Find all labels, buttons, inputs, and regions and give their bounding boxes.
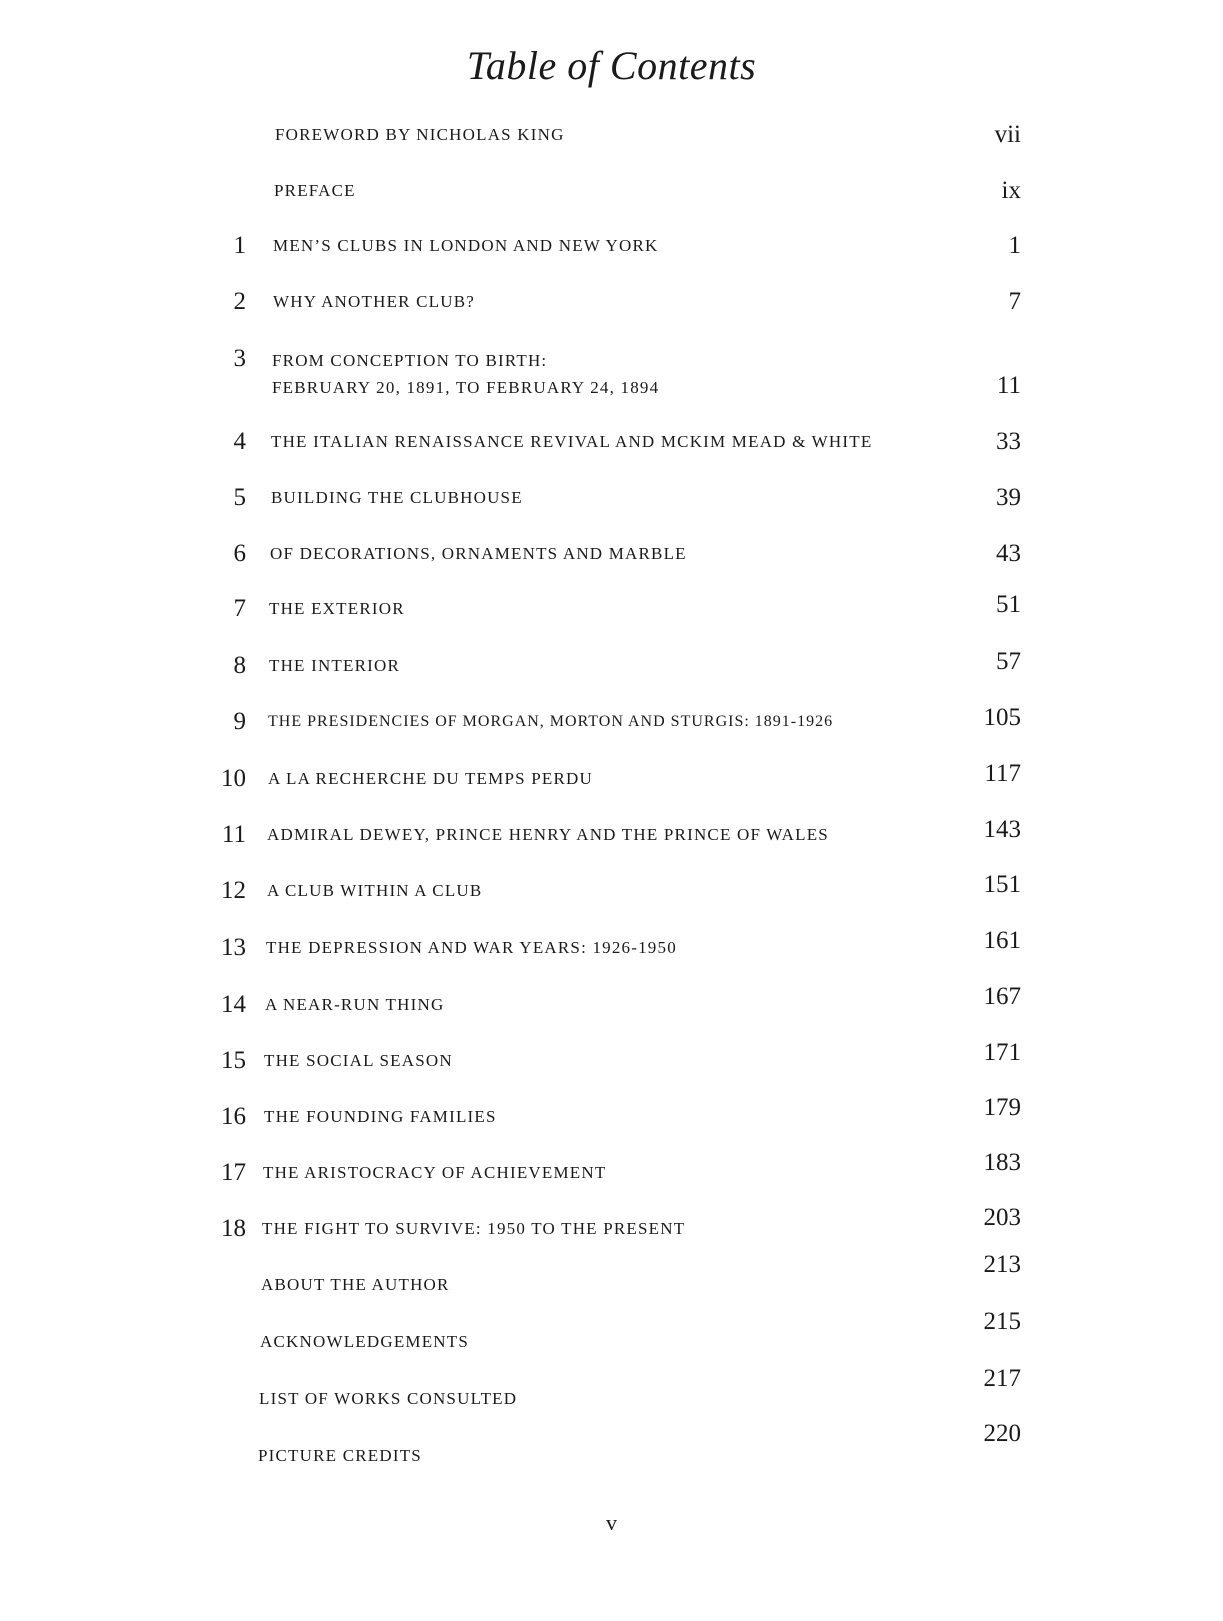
page-number: vii	[994, 121, 1021, 148]
toc-entry-chapter-17	[0, 1149, 1223, 1198]
toc-entry-chapter-6	[0, 539, 1223, 579]
page-number: 105	[983, 704, 1021, 731]
toc-entry-foreword	[0, 120, 1223, 160]
chapter-number: 16	[221, 1103, 246, 1130]
entry-title: THE EXTERIOR	[269, 599, 405, 618]
page-number: 11	[996, 372, 1021, 399]
chapter-number: 12	[221, 877, 246, 904]
chapter-number: 2	[233, 288, 246, 315]
toc-entry-chapter-10	[0, 760, 1223, 804]
entry-title: THE DEPRESSION AND WAR YEARS: 1926-1950	[266, 938, 677, 957]
page-number: 117	[984, 760, 1021, 787]
page-number: 213	[983, 1251, 1021, 1278]
page-folio: v	[606, 1510, 617, 1535]
chapter-number: 4	[233, 428, 246, 455]
page-number: 161	[983, 927, 1021, 954]
entry-title: ACKNOWLEDGEMENTS	[260, 1332, 470, 1351]
toc-entry-chapter-16	[0, 1094, 1223, 1142]
entry-title: THE FIGHT TO SURVIVE: 1950 TO THE PRESENT	[262, 1219, 686, 1238]
page-number: 43	[996, 540, 1021, 567]
entry-title: THE INTERIOR	[269, 656, 401, 675]
chapter-number: 11	[221, 821, 246, 848]
page-number: 217	[983, 1365, 1021, 1392]
page-number: 151	[983, 871, 1021, 898]
entry-title: THE FOUNDING FAMILIES	[264, 1107, 497, 1126]
entry-title: THE SOCIAL SEASON	[264, 1051, 453, 1070]
entry-title: THE ARISTOCRACY OF ACHIEVEMENT	[263, 1163, 607, 1182]
toc-entry-chapter-12	[0, 871, 1223, 916]
toc-entry-chapter-3	[0, 344, 1223, 404]
toc-entry-chapter-18	[0, 1204, 1223, 1254]
toc-entry-chapter-15	[0, 1039, 1223, 1086]
chapter-number: 18	[221, 1215, 246, 1242]
toc-entry-chapter-8	[0, 648, 1223, 691]
entry-title: MEN’S CLUBS IN LONDON AND NEW YORK	[273, 236, 659, 255]
toc-entry-about-author	[0, 1251, 1223, 1310]
entry-title: PREFACE	[274, 181, 356, 200]
toc-entry-picture-credits	[0, 1420, 1223, 1481]
page-number: 143	[983, 816, 1021, 843]
entry-title: OF DECORATIONS, ORNAMENTS AND MARBLE	[270, 544, 687, 563]
chapter-number: 13	[221, 934, 246, 961]
toc-entry-chapter-11	[0, 816, 1223, 860]
chapter-number: 6	[233, 540, 246, 567]
page-title: Table of Contents	[466, 43, 757, 88]
page-number: 171	[983, 1039, 1021, 1066]
entry-title: A LA RECHERCHE DU TEMPS PERDU	[268, 769, 593, 788]
toc-entry-chapter-4	[0, 427, 1223, 467]
toc-entry-chapter-2	[0, 287, 1223, 327]
page-number: 7	[1008, 288, 1021, 315]
entry-title: FOREWORD BY NICHOLAS KING	[275, 125, 565, 144]
toc-entry-chapter-13	[0, 927, 1223, 973]
entry-title	[272, 347, 659, 401]
chapter-number: 10	[221, 765, 246, 792]
toc-entry-works-consulted	[0, 1365, 1223, 1424]
entry-title: A CLUB WITHIN A CLUB	[267, 881, 483, 900]
page-number: 183	[983, 1149, 1021, 1176]
page-number: 167	[983, 983, 1021, 1010]
toc-entry-chapter-7	[0, 591, 1223, 634]
entry-title: ADMIRAL DEWEY, PRINCE HENRY AND THE PRINCE OF WALES	[267, 825, 829, 844]
chapter-number: 14	[221, 991, 246, 1018]
page-number: 203	[983, 1204, 1021, 1231]
entry-title: THE ITALIAN RENAISSANCE REVIVAL AND MCKIM MEAD & WHITE	[271, 432, 873, 451]
chapter-number: 1	[233, 232, 246, 259]
chapter-number: 15	[221, 1047, 246, 1074]
page-number: 220	[983, 1420, 1021, 1447]
page-number: 1	[1008, 232, 1021, 259]
entry-title: THE PRESIDENCIES OF MORGAN, MORTON AND STURGIS: 1891-1926	[268, 713, 834, 730]
toc-entry-preface	[0, 176, 1223, 216]
toc-entry-chapter-5	[0, 483, 1223, 523]
chapter-number: 8	[233, 652, 246, 679]
entry-title: BUILDING THE CLUBHOUSE	[271, 488, 523, 507]
page-number: 215	[983, 1308, 1021, 1335]
chapter-number: 17	[221, 1159, 246, 1186]
page-number: ix	[1001, 177, 1021, 204]
entry-title: PICTURE CREDITS	[258, 1446, 422, 1465]
page-number: 57	[996, 648, 1021, 675]
page-number: 39	[996, 484, 1021, 511]
chapter-number: 7	[233, 595, 246, 622]
chapter-number: 9	[233, 708, 246, 735]
entry-title-line-2: FEBRUARY 20, 1891, TO FEBRUARY 24, 1894	[272, 378, 660, 397]
toc-entry-chapter-14	[0, 983, 1223, 1030]
entry-title-line-1: FROM CONCEPTION TO BIRTH:	[272, 351, 548, 370]
entry-title: A NEAR-RUN THING	[265, 995, 445, 1014]
chapter-number: 5	[233, 484, 246, 511]
page-number: 179	[983, 1094, 1021, 1121]
page-number: 33	[996, 428, 1021, 455]
chapter-number: 3	[233, 345, 246, 372]
toc-entry-chapter-1	[0, 231, 1223, 271]
toc-entry-chapter-9	[0, 704, 1223, 747]
toc-entry-acknowledgements	[0, 1308, 1223, 1367]
entry-title: WHY ANOTHER CLUB?	[273, 292, 476, 311]
entry-title: LIST OF WORKS CONSULTED	[259, 1389, 518, 1408]
entry-title: ABOUT THE AUTHOR	[261, 1275, 450, 1294]
page-number: 51	[996, 591, 1021, 618]
